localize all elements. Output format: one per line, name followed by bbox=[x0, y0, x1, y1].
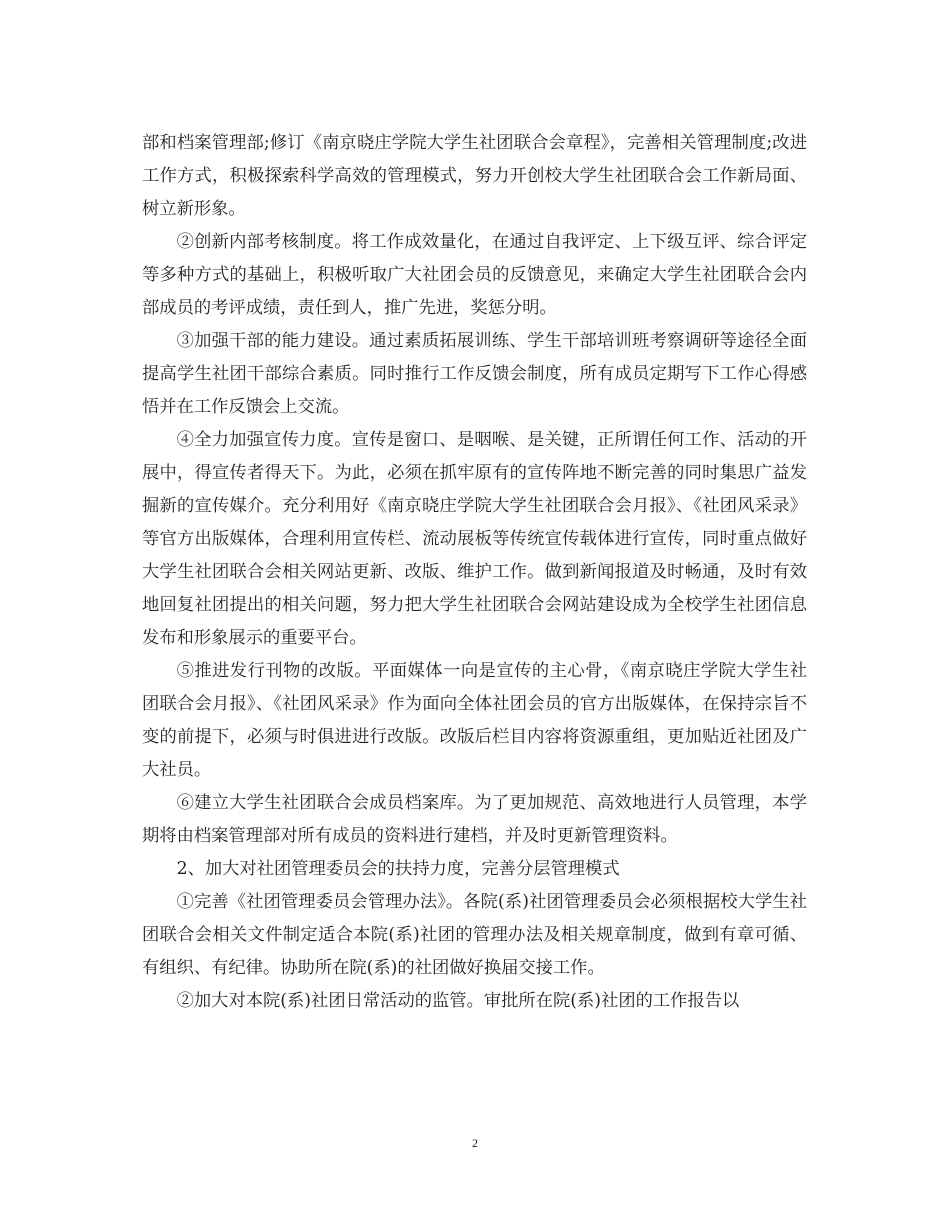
paragraph-6: ⑥建立大学生社团联合会成员档案库。为了更加规范、高效地进行人员管理，本学期将由档案管理部对所有成员的资料进行建档，并及时更新管理资料。 bbox=[142, 793, 807, 846]
document-body bbox=[142, 127, 807, 1018]
paragraph-4: ④全力加强宣传力度。宣传是窗口、是咽喉、是关键，正所谓任何工作、活动的开展中，得宣传者得天下。为此，必须在抓牢原有的宣传阵地不断完善的同时集思广益发掘新的宣传媒介。充分利用好《南京晓庄学院大学生社团联合会月报》、《社团风采录》等官方出版媒体，合理利用宣传栏、流动展板等传统宣传载体进行宣传，同时重点做好大学生社团联合会相关网站更新、改版、维护工作。做到新闻报道及时畅通，及时有效地回复社团提出的相关问题，努力把大学生社团联合会网站建设成为全校学生社团信息发布和形象展示的重要平台。 bbox=[142, 430, 807, 648]
section-heading: 2、加大对社团管理委员会的扶持力度，完善分层管理模式 bbox=[176, 859, 620, 879]
page-number: 2 bbox=[472, 1136, 478, 1150]
paragraph-8: ②加大对本院(系)社团日常活动的监管。审批所在院(系)社团的工作报告以 bbox=[176, 991, 740, 1011]
paragraph-1: 部和档案管理部;修订《南京晓庄学院大学生社团联合会章程》，完善相关管理制度;改进工作方式，积极探索科学高效的管理模式，努力开创校大学生社团联合会工作新局面、树立新形象。 bbox=[142, 133, 807, 219]
paragraph-2: ②创新内部考核制度。将工作成效量化，在通过自我评定、上下级互评、综合评定等多种方式的基础上，积极听取广大社团会员的反馈意见，来确定大学生社团联合会内部成员的考评成绩，责任到人，推广先进，奖惩分明。 bbox=[142, 232, 807, 318]
paragraph-5: ⑤推进发行刊物的改版。平面媒体一向是宣传的主心骨，《南京晓庄学院大学生社团联合会月报》、《社团风采录》作为面向全体社团会员的官方出版媒体，在保持宗旨不变的前提下，必须与时俱进进行改版。改版后栏目内容将资源重组，更加贴近社团及广大社员。 bbox=[142, 661, 807, 780]
paragraph-7: ①完善《社团管理委员会管理办法》。各院(系)社团管理委员会必须根据校大学生社团联合会相关文件制定适合本院(系)社团的管理办法及相关规章制度，做到有章可循、有组织、有纪律。协助所在院(系)的社团做好换届交接工作。 bbox=[142, 892, 807, 978]
paragraph-3: ③加强干部的能力建设。通过素质拓展训练、学生干部培训班考察调研等途径全面提高学生社团干部综合素质。同时推行工作反馈会制度，所有成员定期写下工作心得感悟并在工作反馈会上交流。 bbox=[142, 331, 807, 417]
